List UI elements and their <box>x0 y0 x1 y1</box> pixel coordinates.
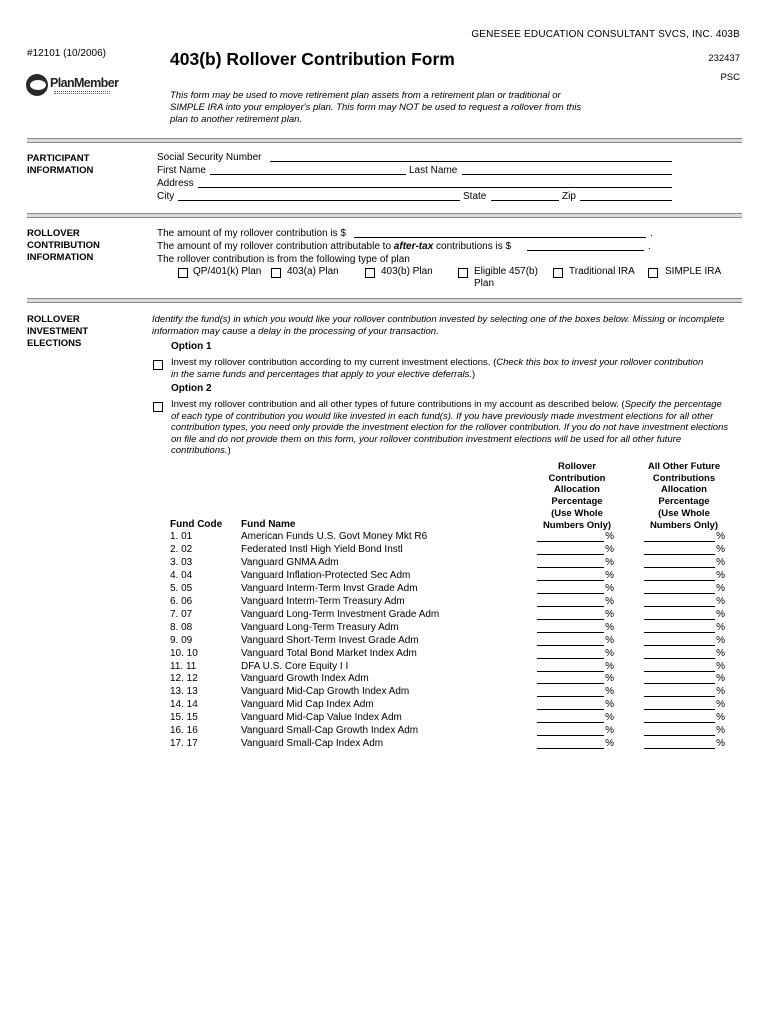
percent-sign: % <box>605 608 614 620</box>
psc-label: PSC <box>720 72 740 83</box>
future-percentage-field[interactable] <box>644 648 724 659</box>
option1-text <box>171 357 711 380</box>
fund-name: Vanguard Growth Index Adm <box>241 673 369 685</box>
future-percentage-field[interactable] <box>644 635 724 646</box>
fund-code: 10. 10 <box>170 647 198 659</box>
option2-title: Option 2 <box>171 383 212 394</box>
fund-code: 8. 08 <box>170 621 193 633</box>
plan-type-label: The rollover contribution is from the following type of plan <box>157 254 410 265</box>
percent-sign: % <box>716 686 725 698</box>
fund-name: Vanguard Interm-Term Treasury Adm <box>241 595 405 607</box>
rollover-percentage-field[interactable] <box>537 686 613 697</box>
table-row <box>170 570 730 583</box>
rollover-percentage-field[interactable] <box>537 570 613 581</box>
period: . <box>648 241 651 252</box>
rollover-percentage-field[interactable] <box>537 635 613 646</box>
percent-sign: % <box>716 699 725 711</box>
logo-text: PlanMember <box>50 76 119 90</box>
logo-tagline-decoration <box>54 91 110 94</box>
table-row <box>170 544 730 557</box>
ssn-field[interactable] <box>270 151 672 162</box>
fund-code: 3. 03 <box>170 556 193 568</box>
first-name-field[interactable] <box>210 164 406 175</box>
header-line: (Use Whole <box>658 507 710 519</box>
option1-text-a: Invest my rollover contribution according to my current investment elections. ( <box>171 357 497 368</box>
fund-code: 9. 09 <box>170 634 193 646</box>
rollover-percentage-field[interactable] <box>537 531 613 542</box>
header-line: Contribution <box>548 472 606 484</box>
header-line: Allocation <box>554 484 600 496</box>
table-row <box>170 583 730 596</box>
future-allocation-header <box>634 461 734 531</box>
state-field[interactable] <box>491 190 559 201</box>
fund-code-header: Fund Code <box>170 519 223 530</box>
rollover-percentage-field[interactable] <box>537 725 613 736</box>
fund-code: 2. 02 <box>170 543 193 555</box>
percent-sign: % <box>716 673 725 685</box>
percent-sign: % <box>716 608 725 620</box>
header-line: Rollover <box>557 461 596 472</box>
percent-sign: % <box>716 647 725 659</box>
header-line: Allocation <box>661 484 707 496</box>
future-percentage-field[interactable] <box>644 725 724 736</box>
zip-field[interactable] <box>580 190 672 201</box>
plan-type-traditional-ira-checkbox[interactable] <box>553 268 563 278</box>
future-percentage-field[interactable] <box>644 531 724 542</box>
option1-checkbox[interactable] <box>153 360 163 370</box>
option2-checkbox[interactable] <box>153 402 163 412</box>
fund-name: Vanguard Mid Cap Index Adm <box>241 699 374 711</box>
fund-code: 17. 17 <box>170 738 198 750</box>
fund-code: 5. 05 <box>170 582 193 594</box>
percent-sign: % <box>605 699 614 711</box>
logo-mark-icon <box>26 74 48 96</box>
rollover-info-section-label <box>27 228 127 264</box>
rollover-percentage-field[interactable] <box>537 596 613 607</box>
fund-name: Vanguard Interm-Term Invst Grade Adm <box>241 582 418 594</box>
zip-label: Zip <box>562 191 576 202</box>
aftertax-suffix: contributions is $ <box>436 241 512 252</box>
percent-sign: % <box>716 725 725 737</box>
future-percentage-field[interactable] <box>644 583 724 594</box>
future-percentage-field[interactable] <box>644 622 724 633</box>
aftertax-emphasis: after-tax <box>393 241 434 252</box>
plan-type-457b-checkbox[interactable] <box>458 268 468 278</box>
table-row <box>170 699 730 712</box>
option2-text-c: ) <box>227 445 231 456</box>
rollover-percentage-field[interactable] <box>537 673 613 684</box>
plan-type-457b-label: Eligible 457(b) <box>474 266 538 277</box>
fund-name: Vanguard Mid-Cap Growth Index Adm <box>241 686 410 698</box>
percent-sign: % <box>605 725 614 737</box>
address-field[interactable] <box>198 177 672 188</box>
table-row <box>170 648 730 661</box>
state-label: State <box>463 191 487 202</box>
fund-code: 11. 11 <box>170 660 197 672</box>
percent-sign: % <box>716 738 725 750</box>
percent-sign: % <box>605 543 614 555</box>
section-label-line: CONTRIBUTION <box>27 240 100 251</box>
fund-code: 1. 01 <box>170 531 193 542</box>
percent-sign: % <box>716 543 725 555</box>
option1-text-b: Check this box to invest your rollover contribution in the same funds and percentages that apply to your elective deferrals. <box>171 357 704 380</box>
future-percentage-field[interactable] <box>644 570 724 581</box>
table-row <box>170 622 730 635</box>
header-line: Percentage <box>658 496 710 508</box>
percent-sign: % <box>716 582 725 594</box>
table-row <box>170 609 730 622</box>
header-line: Numbers Only) <box>649 519 719 531</box>
fund-code: 4. 04 <box>170 569 193 581</box>
percent-sign: % <box>605 673 614 685</box>
header-line: Percentage <box>551 496 603 508</box>
rollover-amount-field[interactable] <box>354 227 646 238</box>
city-label: City <box>157 191 175 202</box>
percent-sign: % <box>716 621 725 633</box>
table-row <box>170 557 730 570</box>
table-row <box>170 673 730 686</box>
rollover-percentage-field[interactable] <box>537 557 613 568</box>
table-row <box>170 635 730 648</box>
future-percentage-field[interactable] <box>644 738 724 749</box>
plan-type-simple-ira-checkbox[interactable] <box>648 268 658 278</box>
table-row <box>170 531 730 544</box>
section-label-line: INVESTMENT <box>27 326 89 337</box>
plan-type-qp401k-checkbox[interactable] <box>178 268 188 278</box>
future-percentage-field[interactable] <box>644 557 724 568</box>
header-line: (Use Whole <box>551 507 603 519</box>
option2-text <box>171 399 731 457</box>
aftertax-amount-field[interactable] <box>527 240 644 251</box>
address-label: Address <box>157 178 194 189</box>
percent-sign: % <box>716 556 725 568</box>
percent-sign: % <box>605 712 614 724</box>
percent-sign: % <box>605 738 614 750</box>
percent-sign: % <box>605 660 614 672</box>
plan-type-457b-label-line2: Plan <box>474 278 495 289</box>
rollover-amount-label: The amount of my rollover contribution is $ <box>157 228 346 239</box>
future-percentage-field[interactable] <box>644 712 724 723</box>
future-percentage-field[interactable] <box>644 686 724 697</box>
percent-sign: % <box>605 621 614 633</box>
table-row <box>170 738 730 751</box>
header-line: All Other Future <box>647 461 721 472</box>
option1-title: Option 1 <box>171 341 212 352</box>
section-divider <box>27 138 742 143</box>
fund-name: DFA U.S. Core Equity I I <box>241 660 349 672</box>
fund-name: American Funds U.S. Govt Money Mkt R6 <box>241 531 428 542</box>
future-percentage-field[interactable] <box>644 699 724 710</box>
section-label-line: ELECTIONS <box>27 338 82 349</box>
plan-type-403b-checkbox[interactable] <box>365 268 375 278</box>
plan-type-qp401k-label: QP/401(k) Plan <box>193 266 262 277</box>
first-name-label: First Name <box>157 165 206 176</box>
plan-type-simple-ira-label: SIMPLE IRA <box>665 266 722 277</box>
rollover-percentage-field[interactable] <box>537 661 613 672</box>
section-divider <box>27 298 742 303</box>
rollover-percentage-field[interactable] <box>537 699 613 710</box>
option2-text-a: Invest my rollover contribution and all other types of future contributions in my account as described below. ( <box>171 399 625 410</box>
plan-type-403a-label: 403(a) Plan <box>287 266 339 277</box>
ssn-label: Social Security Number <box>157 152 262 163</box>
section-label-line: PARTICIPANT <box>27 153 90 164</box>
table-row <box>170 686 730 699</box>
fund-name: Vanguard Small-Cap Growth Index Adm <box>241 725 419 737</box>
last-name-label: Last Name <box>409 165 458 176</box>
city-field[interactable] <box>178 190 460 201</box>
fund-name: Vanguard Long-Term Investment Grade Adm <box>241 608 440 620</box>
rollover-percentage-field[interactable] <box>537 544 613 555</box>
section-label-line: ROLLOVER <box>27 314 80 325</box>
future-percentage-field[interactable] <box>644 661 724 672</box>
percent-sign: % <box>605 569 614 581</box>
rollover-percentage-field[interactable] <box>537 648 613 659</box>
investment-section-label <box>27 314 127 350</box>
table-row <box>170 725 730 738</box>
fund-code: 13. 13 <box>170 686 198 698</box>
percent-sign: % <box>605 582 614 594</box>
table-row <box>170 712 730 725</box>
period: . <box>650 228 653 239</box>
future-percentage-field[interactable] <box>644 544 724 555</box>
plan-type-403a-checkbox[interactable] <box>271 268 281 278</box>
participant-section-label <box>27 153 127 177</box>
fund-name: Vanguard GNMA Adm <box>241 556 339 568</box>
percent-sign: % <box>605 556 614 568</box>
section-label-line: INFORMATION <box>27 252 94 263</box>
future-percentage-field[interactable] <box>644 596 724 607</box>
table-row <box>170 661 730 674</box>
fund-name: Vanguard Total Bond Market Index Adm <box>241 647 417 659</box>
rollover-percentage-field[interactable] <box>537 583 613 594</box>
fund-code: 15. 15 <box>170 712 198 724</box>
percent-sign: % <box>605 647 614 659</box>
fund-name-header: Fund Name <box>241 519 296 530</box>
percent-sign: % <box>716 712 725 724</box>
header-line: Numbers Only) <box>542 519 612 531</box>
fund-name: Federated Instl High Yield Bond Instl <box>241 543 403 555</box>
planmember-logo <box>26 74 119 100</box>
plan-code: 232437 <box>708 53 740 64</box>
percent-sign: % <box>716 569 725 581</box>
rollover-percentage-field[interactable] <box>537 712 613 723</box>
intro-text: This form may be used to move retirement plan assets from a retirement plan or traditional or SIMPLE IRA into your employer's plan. This form may NOT be used to request a rollover from this plan to another retirement plan. <box>170 90 582 125</box>
fund-code: 12. 12 <box>170 673 198 685</box>
table-row <box>170 596 730 609</box>
section-divider <box>27 213 742 218</box>
percent-sign: % <box>716 634 725 646</box>
option2-text-b: Specify the percentage of each type of contribution you would like invested in each fund(s). If you have previously made investment elections for all other contribution types, you need only provide the investment election for the rollover contribution. If you do not have investment elections on file and do not provide them on this form, your rollover contribution investment elections will be used for all other future contributions. <box>171 399 729 456</box>
investment-instructions: Identify the fund(s) in which you would like your rollover contribution invested by selecting one of the boxes below. Missing or incomplete information may cause a delay in the processing of your transaction. <box>152 314 725 337</box>
form-title: 403(b) Rollover Contribution Form <box>170 49 455 69</box>
rollover-percentage-field[interactable] <box>537 622 613 633</box>
percent-sign: % <box>605 531 614 542</box>
fund-code: 6. 06 <box>170 595 193 607</box>
percent-sign: % <box>605 634 614 646</box>
percent-sign: % <box>605 595 614 607</box>
fund-code: 16. 16 <box>170 725 198 737</box>
rollover-percentage-field[interactable] <box>537 609 613 620</box>
percent-sign: % <box>605 686 614 698</box>
aftertax-amount-label <box>157 241 511 252</box>
form-number: #12101 (10/2006) <box>27 48 106 59</box>
percent-sign: % <box>716 595 725 607</box>
fund-name: Vanguard Small-Cap Index Adm <box>241 738 384 750</box>
section-label-line: INFORMATION <box>27 165 94 176</box>
option1-text-c: ) <box>472 368 476 380</box>
company-name: GENESEE EDUCATION CONSULTANT SVCS, INC. 403B <box>471 29 740 40</box>
fund-code: 14. 14 <box>170 699 198 711</box>
plan-type-403b-label: 403(b) Plan <box>381 266 433 277</box>
fund-name: Vanguard Long-Term Treasury Adm <box>241 621 399 633</box>
rollover-allocation-header <box>527 461 627 531</box>
fund-name: Vanguard Mid-Cap Value Index Adm <box>241 712 402 724</box>
plan-type-traditional-ira-label: Traditional IRA <box>569 266 635 277</box>
future-percentage-field[interactable] <box>644 609 724 620</box>
aftertax-prefix: The amount of my rollover contribution attributable to <box>157 241 392 252</box>
header-line: Contributions <box>652 472 716 484</box>
fund-code: 7. 07 <box>170 608 193 620</box>
rollover-percentage-field[interactable] <box>537 738 613 749</box>
percent-sign: % <box>716 531 725 542</box>
section-label-line: ROLLOVER <box>27 228 80 239</box>
fund-name: Vanguard Short-Term Invest Grade Adm <box>241 634 419 646</box>
last-name-field[interactable] <box>462 164 672 175</box>
future-percentage-field[interactable] <box>644 673 724 684</box>
fund-name: Vanguard Inflation-Protected Sec Adm <box>241 569 411 581</box>
percent-sign: % <box>716 660 725 672</box>
